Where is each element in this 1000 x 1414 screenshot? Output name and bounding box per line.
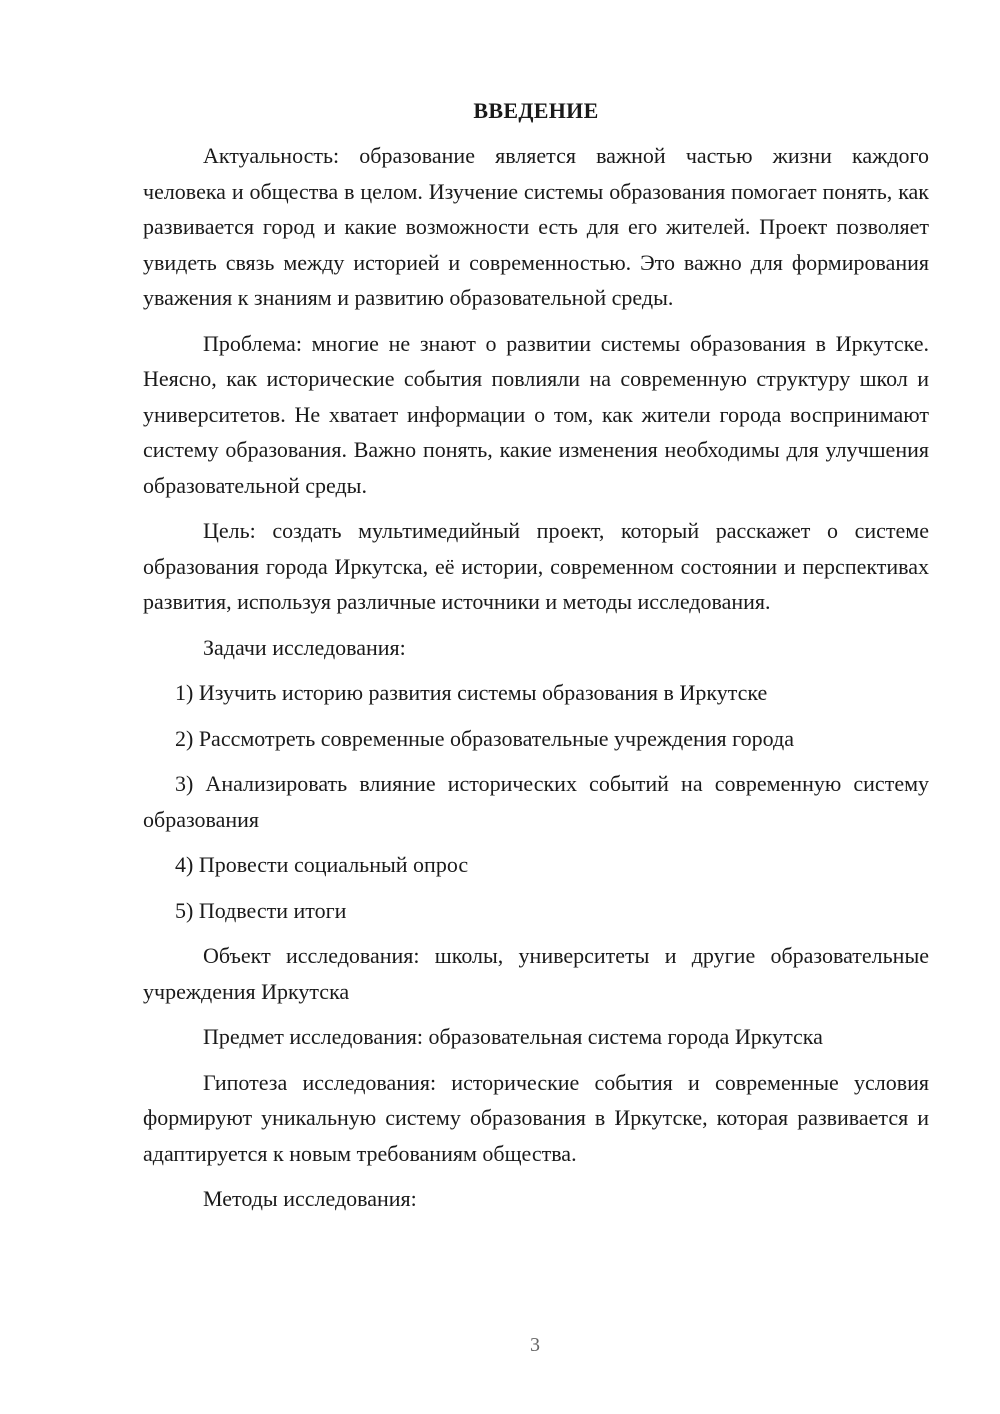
task-item-4: 4) Провести социальный опрос — [175, 852, 469, 877]
subject-paragraph: Предмет исследования: образовательная система города Иркутска — [203, 1024, 823, 1049]
relevance-paragraph: Актуальность: образование является важной частью жизни каждого человека и общества в целом. Изучение системы образования помогает понять, как развивается город и какие возможности есть для его жителей. Проект позволяет увидеть связь между историей и современностью. Это важно для формирования уважения к знаниям и развитию образовательной среды. — [143, 143, 929, 310]
methods-heading: Методы исследования: — [203, 1186, 417, 1211]
tasks-heading: Задачи исследования: — [203, 634, 406, 660]
hypothesis-paragraph: Гипотеза исследования: исторические события и современные условия формируют уникальную систему образования в Иркутске, которая развивается и адаптируется к новым требованиям общества. — [143, 1069, 929, 1166]
document-title: ВВЕДЕНИЕ — [473, 98, 599, 123]
page-number: 3 — [530, 1334, 540, 1356]
task-item-2: 2) Рассмотреть современные образовательные учреждения города — [175, 725, 794, 751]
goal-paragraph: Цель: создать мультимедийный проект, который расскажет о системе образования города Иркутска, её истории, современном состоянии и перспективах развития, используя различные источники и методы исследования. — [143, 518, 929, 614]
task-item-3: 3) Анализировать влияние исторических событий на современную систему образования — [143, 771, 929, 832]
document-page — [143, 96, 929, 1227]
problem-paragraph: Проблема: многие не знают о развитии системы образования в Иркутске. Неясно, как исторические события повлияли на современную структуру школ и университетов. Не хватает информации о том, как жители города воспринимают систему образования. Важно понять, какие изменения необходимы для улучшения образовательной среды. — [143, 330, 929, 498]
task-item-5: 5) Подвести итоги — [175, 897, 347, 923]
task-item-1: 1) Изучить историю развития системы образования в Иркутске — [175, 680, 768, 705]
object-paragraph: Объект исследования: школы, университеты и другие образовательные учреждения Иркутска — [143, 943, 929, 1004]
